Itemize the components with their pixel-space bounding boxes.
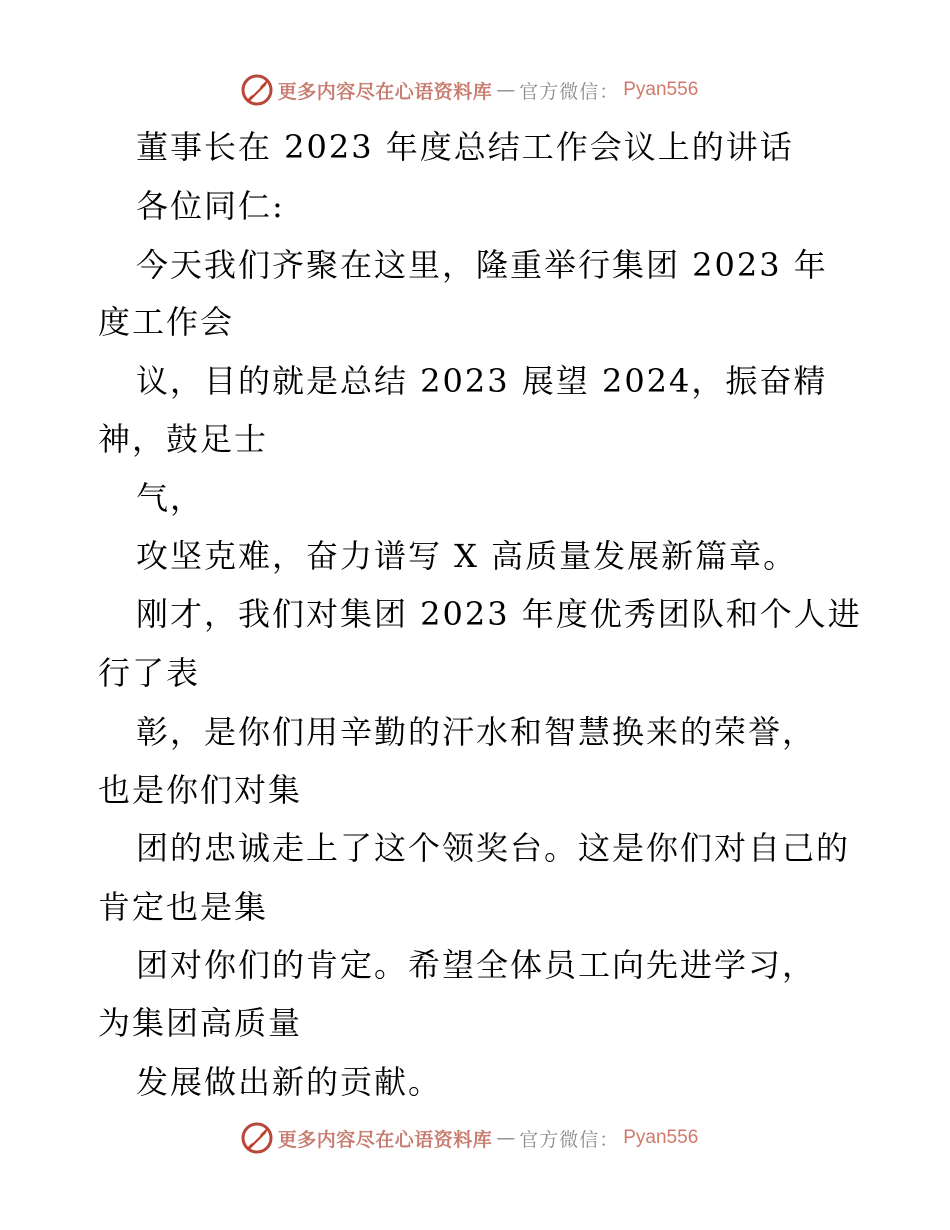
paragraph-line: 度工作会 [98, 303, 235, 341]
document-title: 董事长在 2023 年度总结工作会议上的讲话 [136, 128, 794, 166]
banner-wechat-id: Pyan556 [623, 1127, 699, 1148]
paragraph-line: 团的忠诚走上了这个领奖台。这是你们对自己的 [136, 829, 851, 867]
banner-wechat-id: Pyan556 [623, 79, 699, 100]
paragraph-line: 今天我们齐聚在这里，隆重举行集团 2023 年 [136, 246, 828, 284]
paragraph-line: 为集团高质量 [98, 1004, 303, 1042]
paragraph-line: 发展做出新的贡献。 [136, 1063, 443, 1101]
salutation: 各位同仁: [136, 187, 285, 225]
paragraph-line: 刚才，我们对集团 2023 年度优秀团队和个人进 [136, 595, 862, 633]
header-banner [0, 70, 950, 110]
quill-pen-logo-icon [240, 73, 274, 107]
quill-pen-logo-icon [240, 1121, 274, 1155]
paragraph-line: 攻坚克难，奋力谱写 X 高质量发展新篇章。 [136, 537, 798, 575]
paragraph-line: 彰，是你们用辛勤的汗水和智慧换来的荣誉， [136, 713, 817, 751]
paragraph-line: 行了表 [98, 654, 201, 692]
banner-title: 更多内容尽在心语资料库 [277, 1128, 493, 1151]
paragraph-line: 议，目的就是总结 2023 展望 2024，振奋精 [136, 362, 828, 400]
paragraph-line: 神，鼓足士 [98, 420, 269, 458]
banner-wechat-label: 官方微信： [519, 80, 620, 103]
paragraph-line: 团对你们的肯定。希望全体员工向先进学习， [136, 946, 817, 984]
footer-banner [0, 1118, 950, 1158]
paragraph-line: 也是你们对集 [98, 771, 303, 809]
banner-wechat-label: 官方微信： [519, 1128, 620, 1151]
paragraph-line: 肯定也是集 [98, 888, 269, 926]
banner-content [240, 1121, 699, 1155]
banner-dash: — [496, 79, 516, 101]
banner-dash: — [496, 1127, 516, 1149]
paragraph-line: 气， [136, 479, 205, 517]
banner-content [240, 73, 699, 107]
banner-title: 更多内容尽在心语资料库 [277, 80, 493, 103]
